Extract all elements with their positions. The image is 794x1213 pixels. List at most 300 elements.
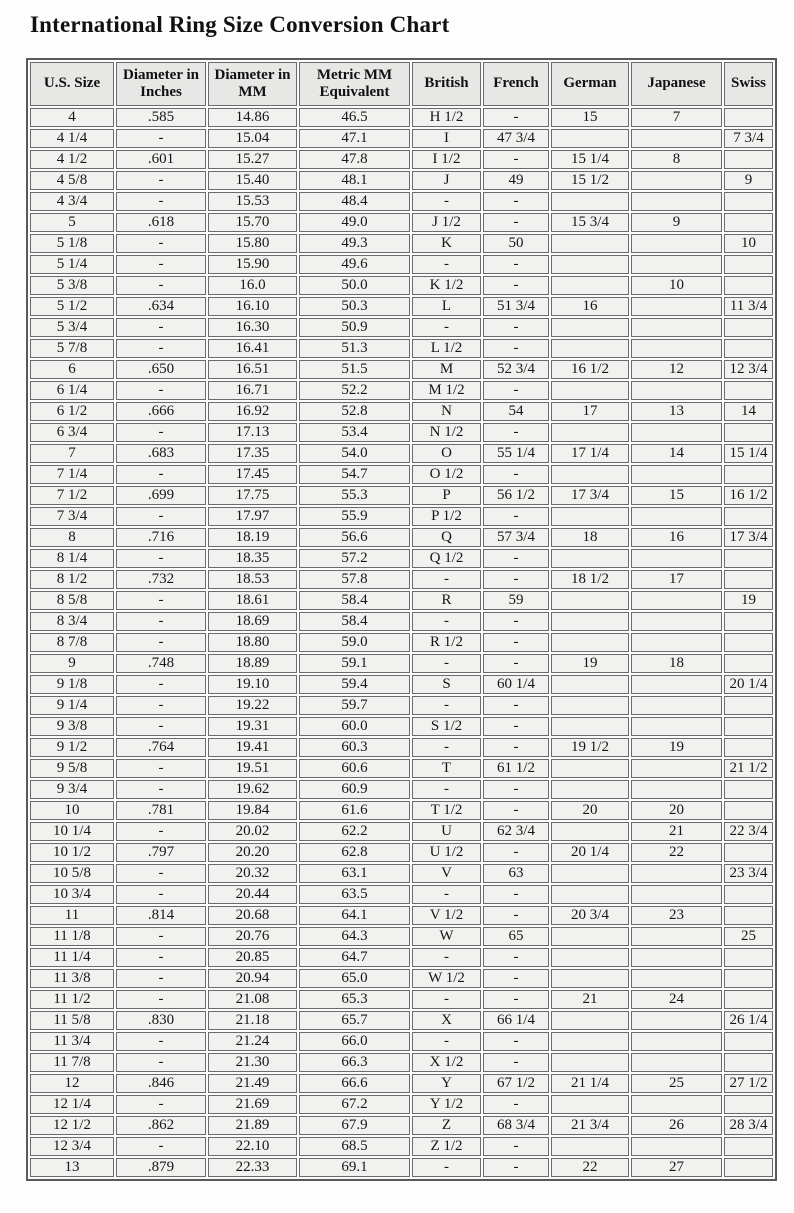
table-cell: 11 3/4: [30, 1032, 114, 1051]
table-cell: 9 1/4: [30, 696, 114, 715]
table-cell: 60.3: [299, 738, 410, 757]
table-cell: 19.22: [208, 696, 297, 715]
table-cell: 21.18: [208, 1011, 297, 1030]
table-cell: 48.1: [299, 171, 410, 190]
table-cell: 21.49: [208, 1074, 297, 1093]
table-cell: S: [412, 675, 481, 694]
table-cell: 7 1/2: [30, 486, 114, 505]
table-cell: -: [483, 1137, 549, 1156]
table-cell: 10: [30, 801, 114, 820]
table-cell: 54: [483, 402, 549, 421]
table-cell: 9: [631, 213, 722, 232]
table-cell: 8: [631, 150, 722, 169]
table-cell: 22: [631, 843, 722, 862]
table-cell: 6 1/2: [30, 402, 114, 421]
table-cell: 16: [631, 528, 722, 547]
table-cell: 55.3: [299, 486, 410, 505]
ring-size-conversion-table: [26, 58, 777, 1181]
table-row: [30, 1137, 773, 1156]
table-cell: [551, 591, 629, 610]
table-cell: -: [483, 423, 549, 442]
column-header: Metric MM Equivalent: [299, 62, 410, 106]
table-cell: [551, 780, 629, 799]
table-row: [30, 948, 773, 967]
table-cell: -: [412, 570, 481, 589]
table-cell: 10 1/2: [30, 843, 114, 862]
table-cell: [551, 1137, 629, 1156]
table-cell: Z 1/2: [412, 1137, 481, 1156]
table-cell: 50.0: [299, 276, 410, 295]
table-cell: [631, 318, 722, 337]
table-cell: .699: [116, 486, 206, 505]
table-cell: -: [116, 255, 206, 274]
table-row: [30, 1074, 773, 1093]
table-cell: 19.51: [208, 759, 297, 778]
table-cell: -: [116, 696, 206, 715]
table-cell: [631, 675, 722, 694]
table-cell: -: [116, 549, 206, 568]
table-cell: 20.94: [208, 969, 297, 988]
table-cell: 60.6: [299, 759, 410, 778]
table-cell: 6 3/4: [30, 423, 114, 442]
table-row: [30, 654, 773, 673]
table-cell: [724, 801, 773, 820]
table-cell: 65.0: [299, 969, 410, 988]
table-cell: -: [483, 654, 549, 673]
table-cell: -: [116, 759, 206, 778]
table-cell: 16 1/2: [551, 360, 629, 379]
table-cell: -: [483, 801, 549, 820]
table-row: [30, 990, 773, 1009]
table-cell: 10 3/4: [30, 885, 114, 904]
table-row: [30, 150, 773, 169]
table-cell: L: [412, 297, 481, 316]
table-cell: .862: [116, 1116, 206, 1135]
table-cell: 17.45: [208, 465, 297, 484]
table-cell: -: [116, 948, 206, 967]
table-cell: 4 3/4: [30, 192, 114, 211]
table-cell: 27 1/2: [724, 1074, 773, 1093]
table-cell: 62.8: [299, 843, 410, 862]
table-cell: 15.40: [208, 171, 297, 190]
table-cell: 15.27: [208, 150, 297, 169]
table-cell: -: [116, 507, 206, 526]
table-cell: 59: [483, 591, 549, 610]
table-cell: 59.0: [299, 633, 410, 652]
table-cell: [631, 1053, 722, 1072]
table-cell: [724, 654, 773, 673]
table-cell: -: [483, 507, 549, 526]
table-cell: 49.0: [299, 213, 410, 232]
table-row: [30, 969, 773, 988]
table-cell: -: [116, 423, 206, 442]
table-cell: 19 1/2: [551, 738, 629, 757]
table-cell: [724, 381, 773, 400]
table-row: [30, 591, 773, 610]
table-cell: 21.08: [208, 990, 297, 1009]
table-cell: Y: [412, 1074, 481, 1093]
table-row: [30, 171, 773, 190]
table-cell: [724, 948, 773, 967]
table-cell: [631, 339, 722, 358]
table-cell: [551, 276, 629, 295]
table-cell: 25: [724, 927, 773, 946]
table-cell: .846: [116, 1074, 206, 1093]
table-cell: 18.53: [208, 570, 297, 589]
table-cell: -: [116, 927, 206, 946]
table-row: [30, 717, 773, 736]
table-row: [30, 1158, 773, 1177]
table-cell: 11 3/8: [30, 969, 114, 988]
table-cell: 8 1/4: [30, 549, 114, 568]
table-cell: 47 3/4: [483, 129, 549, 148]
table-cell: M 1/2: [412, 381, 481, 400]
table-cell: [631, 717, 722, 736]
table-cell: -: [412, 885, 481, 904]
table-cell: [724, 843, 773, 862]
table-cell: 23 3/4: [724, 864, 773, 883]
table-cell: N 1/2: [412, 423, 481, 442]
table-cell: -: [116, 1137, 206, 1156]
column-header: Diameter in Inches: [116, 62, 206, 106]
table-cell: 7: [631, 108, 722, 127]
table-cell: 68.5: [299, 1137, 410, 1156]
table-cell: 4 5/8: [30, 171, 114, 190]
table-cell: [631, 255, 722, 274]
table-cell: 21: [631, 822, 722, 841]
table-cell: 19: [724, 591, 773, 610]
table-cell: V 1/2: [412, 906, 481, 925]
table-cell: -: [116, 717, 206, 736]
table-cell: .618: [116, 213, 206, 232]
table-cell: 16.92: [208, 402, 297, 421]
table-cell: 5 1/8: [30, 234, 114, 253]
table-cell: 4: [30, 108, 114, 127]
table-body: [30, 108, 773, 1177]
table-cell: -: [116, 192, 206, 211]
table-cell: 12 1/4: [30, 1095, 114, 1114]
table-cell: 53.4: [299, 423, 410, 442]
table-cell: [724, 507, 773, 526]
table-cell: 66.6: [299, 1074, 410, 1093]
table-row: [30, 1095, 773, 1114]
table-cell: 12: [631, 360, 722, 379]
table-cell: -: [116, 129, 206, 148]
table-cell: 17 3/4: [551, 486, 629, 505]
table-cell: -: [483, 1053, 549, 1072]
table-cell: 56.6: [299, 528, 410, 547]
table-cell: 21.69: [208, 1095, 297, 1114]
table-cell: Q: [412, 528, 481, 547]
table-cell: [631, 759, 722, 778]
table-cell: 12 3/4: [30, 1137, 114, 1156]
table-cell: 61.6: [299, 801, 410, 820]
table-cell: -: [483, 738, 549, 757]
table-cell: 10 1/4: [30, 822, 114, 841]
table-cell: 8 3/4: [30, 612, 114, 631]
table-cell: [724, 1137, 773, 1156]
table-cell: [631, 780, 722, 799]
table-cell: [551, 633, 629, 652]
page-title: International Ring Size Conversion Chart: [30, 12, 450, 37]
table-row: [30, 906, 773, 925]
table-cell: M: [412, 360, 481, 379]
table-cell: [631, 864, 722, 883]
table-cell: -: [483, 150, 549, 169]
table-cell: 66.3: [299, 1053, 410, 1072]
table-cell: 15 1/2: [551, 171, 629, 190]
table-cell: 17: [551, 402, 629, 421]
table-cell: U 1/2: [412, 843, 481, 862]
column-header: Japanese: [631, 62, 722, 106]
table-cell: [724, 108, 773, 127]
table-cell: 15.04: [208, 129, 297, 148]
table-row: [30, 528, 773, 547]
table-row: [30, 486, 773, 505]
table-row: [30, 675, 773, 694]
table-cell: 25: [631, 1074, 722, 1093]
table-cell: -: [116, 969, 206, 988]
table-cell: 5 7/8: [30, 339, 114, 358]
table-cell: .601: [116, 150, 206, 169]
table-cell: S 1/2: [412, 717, 481, 736]
table-cell: 11: [30, 906, 114, 925]
table-cell: 15.53: [208, 192, 297, 211]
table-cell: 18: [551, 528, 629, 547]
table-cell: 51.3: [299, 339, 410, 358]
table-cell: [724, 423, 773, 442]
table-cell: 20: [551, 801, 629, 820]
table-cell: 67 1/2: [483, 1074, 549, 1093]
table-cell: 51 3/4: [483, 297, 549, 316]
table-cell: 4 1/2: [30, 150, 114, 169]
table-cell: 18.19: [208, 528, 297, 547]
table-cell: .830: [116, 1011, 206, 1030]
table-cell: V: [412, 864, 481, 883]
table-cell: -: [483, 108, 549, 127]
table-cell: 17.35: [208, 444, 297, 463]
table-cell: -: [483, 969, 549, 988]
table-cell: .732: [116, 570, 206, 589]
table-cell: -: [483, 549, 549, 568]
table-cell: [631, 591, 722, 610]
table-cell: -: [412, 318, 481, 337]
table-cell: 60.9: [299, 780, 410, 799]
table-cell: 52.2: [299, 381, 410, 400]
table-cell: 20.76: [208, 927, 297, 946]
table-cell: 9 1/2: [30, 738, 114, 757]
table-row: [30, 213, 773, 232]
table-cell: [551, 129, 629, 148]
table-cell: -: [483, 990, 549, 1009]
table-cell: 10: [724, 234, 773, 253]
column-header: French: [483, 62, 549, 106]
table-cell: Q 1/2: [412, 549, 481, 568]
table-cell: 16: [551, 297, 629, 316]
table-cell: 18.35: [208, 549, 297, 568]
table-cell: L 1/2: [412, 339, 481, 358]
table-cell: [724, 633, 773, 652]
table-row: [30, 864, 773, 883]
table-row: [30, 234, 773, 253]
table-cell: .814: [116, 906, 206, 925]
table-cell: [724, 1032, 773, 1051]
table-cell: [724, 276, 773, 295]
table-cell: 49.6: [299, 255, 410, 274]
table-cell: K: [412, 234, 481, 253]
table-cell: 19.10: [208, 675, 297, 694]
table-cell: 17.13: [208, 423, 297, 442]
table-cell: 18.80: [208, 633, 297, 652]
table-cell: 5 3/8: [30, 276, 114, 295]
table-cell: 17 1/4: [551, 444, 629, 463]
table-cell: 54.0: [299, 444, 410, 463]
table-cell: 22 3/4: [724, 822, 773, 841]
table-cell: -: [116, 339, 206, 358]
table-cell: 59.7: [299, 696, 410, 715]
table-cell: [724, 1158, 773, 1177]
table-cell: R 1/2: [412, 633, 481, 652]
table-cell: [724, 696, 773, 715]
table-cell: 10: [631, 276, 722, 295]
table-cell: 65.7: [299, 1011, 410, 1030]
table-cell: [724, 255, 773, 274]
table-cell: 9 1/8: [30, 675, 114, 694]
table-cell: 11 1/8: [30, 927, 114, 946]
table-cell: 57 3/4: [483, 528, 549, 547]
table-row: [30, 360, 773, 379]
table-cell: W: [412, 927, 481, 946]
table-cell: [551, 549, 629, 568]
table-cell: 26: [631, 1116, 722, 1135]
table-cell: -: [483, 780, 549, 799]
table-cell: 26 1/4: [724, 1011, 773, 1030]
table-cell: 18.61: [208, 591, 297, 610]
table-cell: 20 1/4: [551, 843, 629, 862]
table-cell: -: [483, 948, 549, 967]
table-cell: -: [412, 990, 481, 1009]
table-cell: [631, 948, 722, 967]
table-row: [30, 465, 773, 484]
table-cell: 66 1/4: [483, 1011, 549, 1030]
table-cell: T: [412, 759, 481, 778]
table-row: [30, 402, 773, 421]
table-row: [30, 612, 773, 631]
table-cell: 20.02: [208, 822, 297, 841]
table-cell: [724, 1053, 773, 1072]
table-cell: 59.4: [299, 675, 410, 694]
table-cell: 21: [551, 990, 629, 1009]
table-cell: -: [116, 1095, 206, 1114]
table-cell: 5 3/4: [30, 318, 114, 337]
table-cell: -: [412, 654, 481, 673]
table-cell: 11 5/8: [30, 1011, 114, 1030]
table-cell: 15 1/4: [551, 150, 629, 169]
table-cell: [724, 1095, 773, 1114]
table-row: [30, 381, 773, 400]
table-cell: -: [412, 738, 481, 757]
table-cell: 21 1/2: [724, 759, 773, 778]
table-cell: .585: [116, 108, 206, 127]
table-cell: [551, 1011, 629, 1030]
table-cell: [724, 612, 773, 631]
table-cell: 18 1/2: [551, 570, 629, 589]
table-cell: 9: [30, 654, 114, 673]
table-cell: 15.90: [208, 255, 297, 274]
table-cell: T 1/2: [412, 801, 481, 820]
column-header: U.S. Size: [30, 62, 114, 106]
table-cell: -: [116, 318, 206, 337]
table-row: [30, 822, 773, 841]
table-cell: -: [116, 612, 206, 631]
table-cell: [724, 192, 773, 211]
table-cell: 48.4: [299, 192, 410, 211]
table-row: [30, 1032, 773, 1051]
table-cell: 5: [30, 213, 114, 232]
table-cell: H 1/2: [412, 108, 481, 127]
table-cell: -: [483, 465, 549, 484]
table-cell: -: [483, 570, 549, 589]
table-cell: [724, 969, 773, 988]
table-cell: 20: [631, 801, 722, 820]
table-cell: [724, 213, 773, 232]
table-cell: [551, 318, 629, 337]
table-cell: -: [116, 591, 206, 610]
table-cell: 19.41: [208, 738, 297, 757]
table-cell: J 1/2: [412, 213, 481, 232]
table-cell: [551, 423, 629, 442]
table-cell: K 1/2: [412, 276, 481, 295]
table-cell: -: [412, 1158, 481, 1177]
table-cell: 50: [483, 234, 549, 253]
table-cell: -: [483, 885, 549, 904]
table-cell: 63: [483, 864, 549, 883]
table-cell: -: [116, 885, 206, 904]
table-cell: -: [483, 696, 549, 715]
table-cell: -: [483, 276, 549, 295]
table-cell: [551, 465, 629, 484]
table-cell: [551, 717, 629, 736]
table-cell: [724, 906, 773, 925]
table-cell: -: [412, 780, 481, 799]
table-cell: [631, 171, 722, 190]
table-cell: [631, 465, 722, 484]
table-cell: 7 1/4: [30, 465, 114, 484]
table-cell: -: [116, 864, 206, 883]
table-cell: 19.31: [208, 717, 297, 736]
table-row: [30, 444, 773, 463]
table-cell: 20.20: [208, 843, 297, 862]
table-cell: 18.69: [208, 612, 297, 631]
table-cell: [551, 339, 629, 358]
table-cell: 51.5: [299, 360, 410, 379]
table-cell: 50.9: [299, 318, 410, 337]
table-cell: 66.0: [299, 1032, 410, 1051]
table-cell: 11 1/2: [30, 990, 114, 1009]
table-cell: 19.84: [208, 801, 297, 820]
table-cell: [551, 948, 629, 967]
table-cell: X: [412, 1011, 481, 1030]
table-cell: [551, 864, 629, 883]
table-cell: 65: [483, 927, 549, 946]
table-row: [30, 801, 773, 820]
table-cell: [724, 549, 773, 568]
table-cell: 28 3/4: [724, 1116, 773, 1135]
table-cell: -: [483, 1158, 549, 1177]
table-cell: 50.3: [299, 297, 410, 316]
table-cell: J: [412, 171, 481, 190]
table-cell: [551, 1053, 629, 1072]
